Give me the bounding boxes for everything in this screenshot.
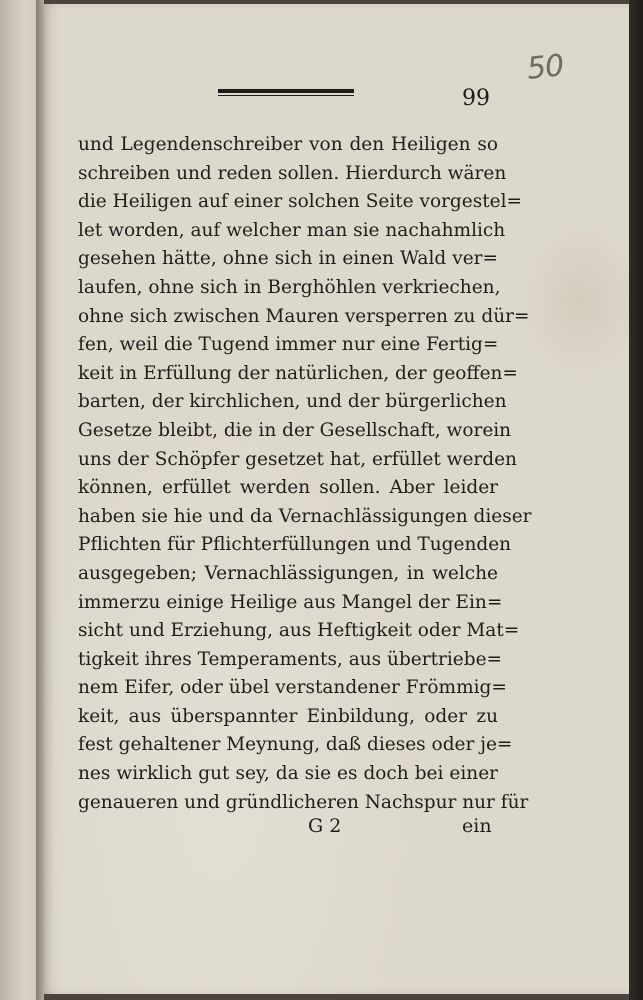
text-line: keit in Erfüllung der natürlichen, der geoffen= (78, 362, 518, 384)
text-line: ohne sich zwischen Mauren versperren zu dür= (78, 305, 530, 327)
text-line: uns der Schöpfer gesetzet hat, erfüllet werden (78, 448, 517, 470)
text-line: ausgegeben; Vernachlässigungen, in welche (78, 562, 498, 584)
handwritten-folio-number: 50 (525, 48, 565, 87)
text-line: let worden, auf welcher man sie nachahmlich (78, 219, 506, 241)
text-line: immerzu einige Heilige aus Mangel der Ein= (78, 591, 503, 613)
text-line: sicht und Erziehung, aus Heftigkeit oder Mat= (78, 620, 520, 642)
header-rule-thin (218, 95, 354, 96)
catchword: ein (462, 815, 492, 837)
text-line: nes wirklich gut sey, da sie es doch bei einer (78, 763, 498, 785)
body-text (78, 131, 532, 817)
text-line: schreiben und reden sollen. Hierdurch wären (78, 162, 507, 184)
page-number: 99 (462, 86, 490, 111)
text-line: laufen, ohne sich in Berghöhlen verkriechen, (78, 276, 501, 298)
text-line: und Legendenschreiber von den Heiligen so (78, 134, 498, 155)
signature-mark: G 2 (308, 815, 342, 837)
header-rule-thick (218, 89, 354, 93)
text-line: können, erfüllet werden sollen. Aber leider (78, 477, 498, 499)
text-line: die Heiligen auf einer solchen Seite vorgestel= (78, 191, 523, 213)
text-line: nem Eifer, oder übel verstandener Frömmig= (78, 677, 507, 699)
text-line: Gesetze bleibt, die in der Gesellschaft, worein (78, 419, 512, 441)
text-line: keit, aus überspannter Einbildung, oder zu (78, 705, 498, 727)
text-line: Pflichten für Pflichterfüllungen und Tugenden (78, 534, 512, 556)
text-line: haben sie hie und da Vernachlässigungen dieser (78, 505, 532, 527)
header-rule (218, 89, 354, 97)
page-edge-shadow (629, 0, 643, 1000)
text-line: barten, der kirchlichen, und der bürgerlichen (78, 391, 507, 413)
text-line: fen, weil die Tugend immer nur eine Fertig= (78, 334, 499, 356)
text-line: genaueren und gründlicheren Nachspur nur für (78, 791, 529, 813)
text-line: gesehen hätte, ohne sich in einen Wald ver= (78, 248, 498, 270)
text-line: tigkeit ihres Temperaments, aus übertriebe= (78, 648, 503, 670)
text-line: fest gehaltener Meynung, daß dieses oder je= (78, 734, 513, 756)
